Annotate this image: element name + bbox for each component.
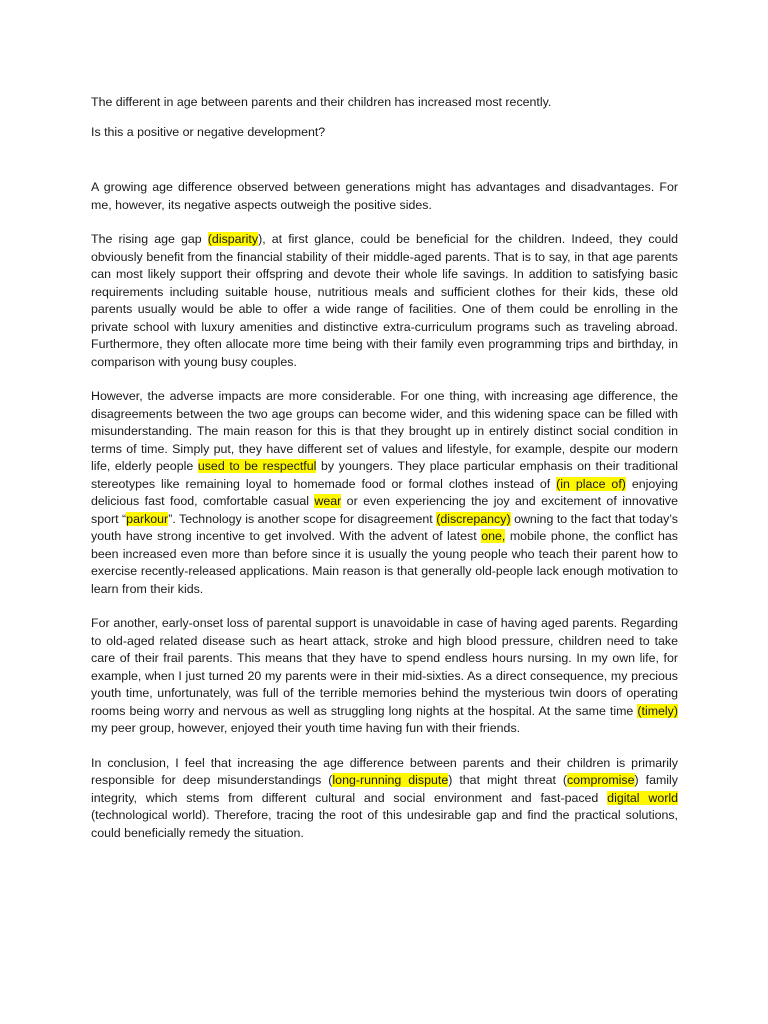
body-paragraph-3	[91, 615, 678, 738]
text-run: ), at first glance, could be beneficial for the children. Indeed, they could obviously benefit from the financial stability of their middle-aged parents. That is to say, in that age parents can most likely support their offspring and devote their whole life savings. In addition to satisfying basic requirements including suitable house, nutritious meals and sufficient clothes for their kids, these old parents usually would be able to offer a wide range of facilities. One of them could be enrolling in the private school with luxury amenities and distinctive extra-curriculum programs such as traveling abroad. Furthermore, they often allocate more time being with their family even programming trips and birthday, in comparison with young busy couples.	[91, 232, 678, 369]
text-run: or even experiencing the joy and excitement of innovative sport “	[91, 494, 678, 526]
body-paragraph-1	[91, 231, 678, 371]
conclusion-paragraph	[91, 755, 678, 843]
highlighted-phrase: compromise	[567, 773, 635, 787]
text-run: enjoying delicious fast food, comfortable casual	[91, 476, 678, 508]
highlighted-phrase: wear	[314, 494, 342, 508]
highlighted-phrase: (discrepancy)	[436, 511, 511, 526]
text-run: The rising age gap	[91, 232, 208, 246]
highlighted-phrase: (disparity	[207, 232, 259, 246]
highlighted-phrase: (in place of)	[556, 476, 626, 491]
text-run: my peer group, however, enjoyed their youth time having fun with their friends.	[91, 721, 521, 735]
text-run: For another, early-onset loss of parental support is unavoidable in case of having aged parents. Regarding to old-aged related disease such as heart attack, stroke and high blood pressure, children need to take care of their frail parents. This means that they have to spend endless hours nursing. In my own life, for example, when I just turned 20 my parents were in their mid-sixties. As a direct consequence, my precious youth time, unfortunately, was full of the terrible memories behind the mysterious twin doors of operating rooms being worry and nervous as well as struggling long nights at the hospital. At the same time	[91, 616, 678, 718]
highlighted-phrase: used to be respectful	[197, 459, 317, 473]
highlighted-phrase: digital world	[607, 790, 678, 805]
text-run: ) that might threat (	[448, 773, 568, 787]
highlighted-phrase: (timely)	[637, 703, 678, 718]
text-run: ”. Technology is another scope for disagreement	[168, 511, 437, 526]
text-run: (technological world). Therefore, tracing the root of this undesirable gap and find the practical solutions, could beneficially remedy the situation.	[91, 808, 678, 840]
text-run: owning to the fact that today’s youth have strong incentive to get involved. With the advent of latest	[91, 511, 678, 543]
highlighted-phrase: one,	[481, 529, 506, 543]
highlighted-phrase: long-running dispute	[332, 773, 449, 787]
essay-prompt-statement: The different in age between parents and their children has increased most recently.	[91, 95, 552, 109]
intro-paragraph: A growing age difference observed between generations might has advantages and disadvantages. For me, however, its negative aspects outweigh the positive sides.	[91, 180, 678, 212]
text-run: In conclusion, I feel that increasing the age difference between parents and their children is primarily responsible for deep misunderstandings (	[91, 755, 678, 787]
highlighted-phrase: parkour	[126, 511, 169, 526]
text-run: However, the adverse impacts are more considerable. For one thing, with increasing age difference, the disagreements between the two age groups can become wider, and this widening space can be filled with misunderstanding. The main reason for this is that they brought up in entirely distinct social condition in terms of time. Simply put, they have different set of values and lifestyle, for example, despite our modern life, elderly people	[91, 389, 678, 473]
text-run: mobile phone, the conflict has been increased even more than before since it is usually the young people who teach their parent how to exercise recently-released applications. Main reason is that generally old-people lack enough motivation to learn from their kids.	[91, 529, 678, 596]
text-run: by youngers. They place particular emphasis on their traditional stereotypes like remaining loyal to homemade food or formal clothes instead of	[91, 459, 678, 491]
essay-prompt-question: Is this a positive or negative development?	[91, 125, 326, 139]
body-paragraph-2	[91, 388, 678, 598]
text-run: ) family integrity, which stems from different cultural and social environment and fast-paced	[91, 773, 678, 805]
